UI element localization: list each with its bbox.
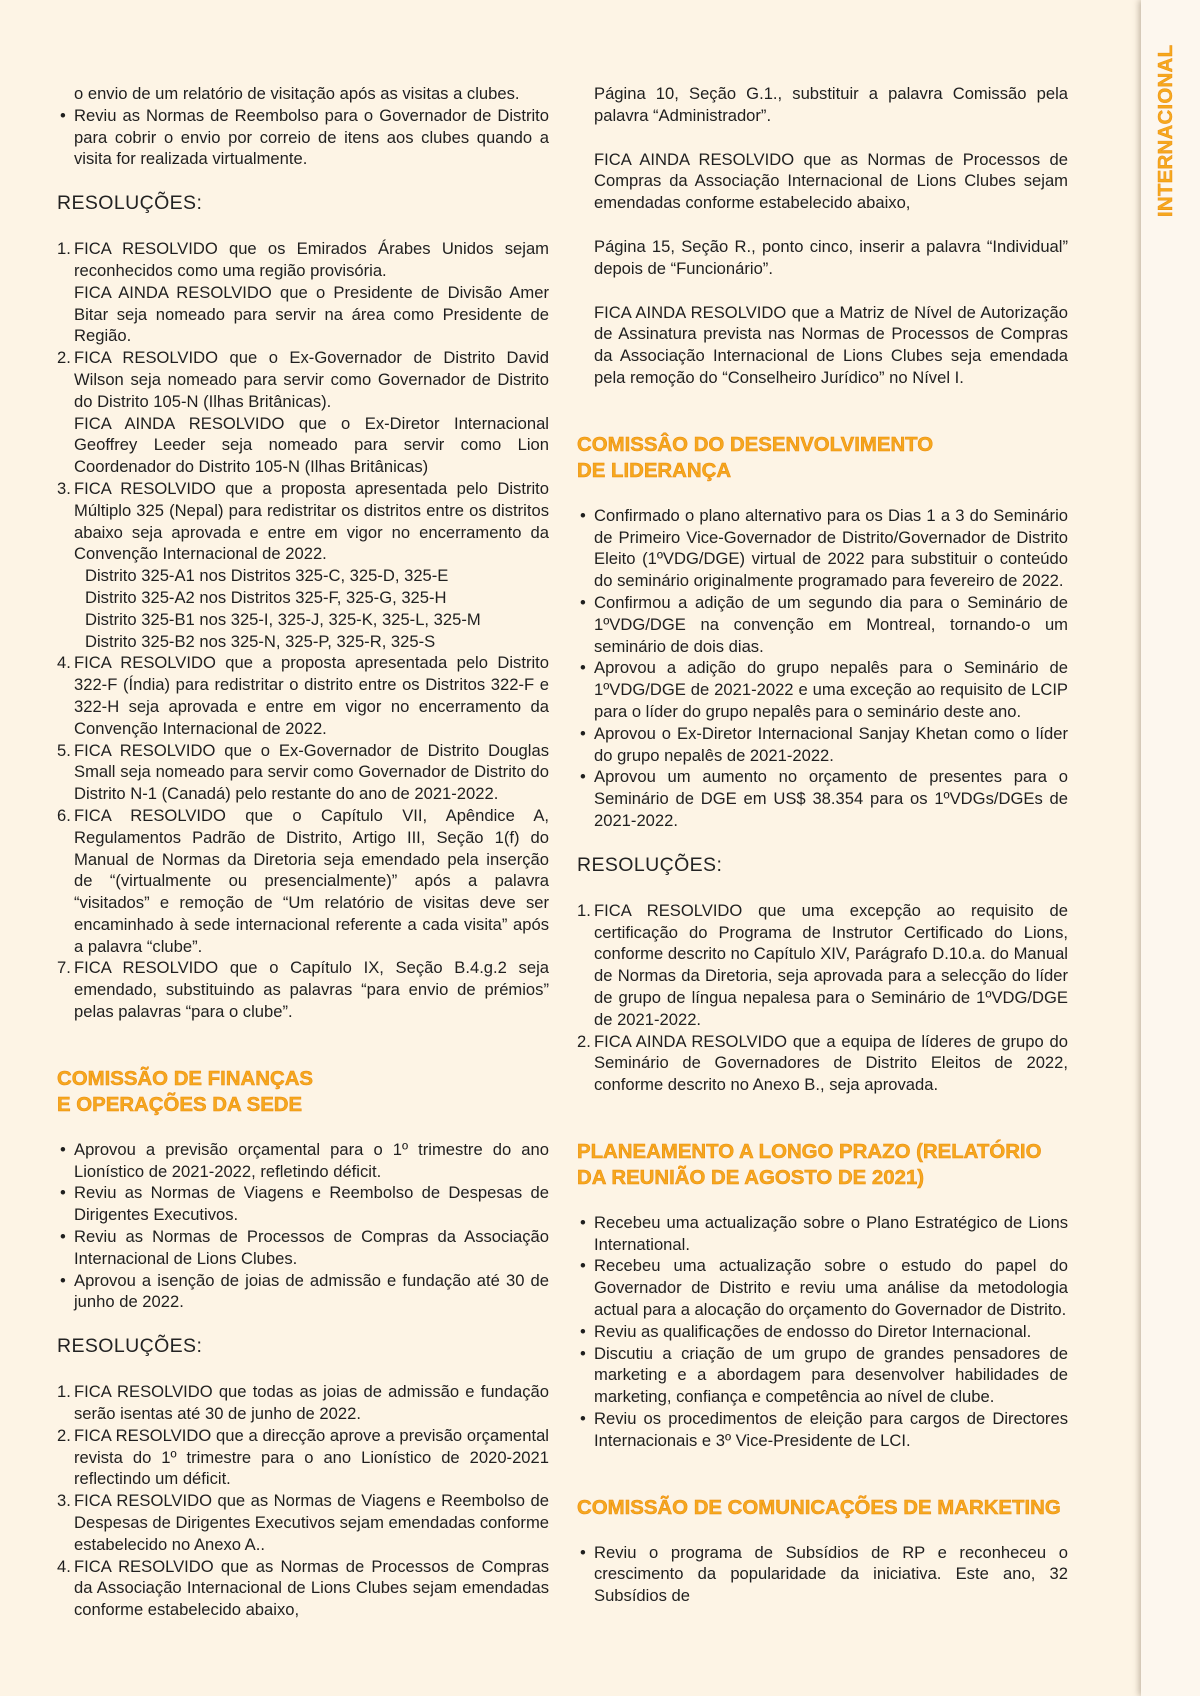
resolution-text: FICA RESOLVIDO que a proposta apresentada pelo Distrito 322-F (Índia) para redistritar o distrito entre os Distritos 322-F e 322-H seja aprovada e entre em vigor no encerramento da Convenção Internacional de 2022.	[74, 653, 549, 738]
item-number: 6.	[57, 805, 71, 825]
bullet-list	[577, 1212, 1068, 1452]
resolution-extra-text: FICA AINDA RESOLVIDO que o Ex-Diretor Internacional Geoffrey Leeder seja nomeado para servir como Lion Coordenador do Distrito 105-N (Ilhas Britânicas)	[74, 413, 549, 477]
section-heading-long-range-planning	[577, 1139, 1068, 1191]
item-number: 1.	[57, 239, 71, 259]
resolution-text: FICA RESOLVIDO que o Capítulo VII, Apêndice A, Regulamentos Padrão de Distrito, Artigo III, Seção 1(f) do Manual de Normas da Diretoria seja emendado pela inserção de “(virtualmente ou presencialmente)” após a palavra “visitados” e remoção de “Um relatório de visitas deve ser encaminhado à sede internacional referente a cada visita” após a palavra “clube”.	[74, 805, 549, 956]
resolution-item	[57, 1381, 549, 1425]
item-number: 1.	[57, 1382, 71, 1402]
item-number: 2.	[57, 348, 71, 368]
bullet-item: • Reviu as Normas de Processos de Compras da Associação Internacional de Lions Clubes.	[57, 1226, 549, 1270]
bullet-item: • Aprovou a previsão orçamental para o 1º trimestre do ano Lionístico de 2021-2022, refletindo déficit.	[57, 1139, 549, 1183]
bullet-list	[57, 105, 549, 170]
resolutions-list	[577, 900, 1068, 1096]
resolution-item	[57, 238, 549, 347]
resolution-item	[577, 1031, 1068, 1096]
resolution-item	[57, 347, 549, 478]
resolution-text: FICA RESOLVIDO que o Ex-Governador de Distrito Douglas Small seja nomeado para servir como Governador de Distrito do Distrito N-1 (Canadá) pelo restante do ano de 2021-2022.	[74, 740, 549, 804]
resolution-text: FICA RESOLVIDO que o Capítulo IX, Seção B.4.g.2 seja emendado, substituindo as palavras “para envio de prémios” pelas palavras “para o clube”.	[74, 958, 549, 1022]
item-number: 2.	[57, 1425, 71, 1445]
resolution-item	[57, 1490, 549, 1555]
continuation-paragraph: FICA AINDA RESOLVIDO que a Matriz de Nível de Autorização de Assinatura prevista nas Normas de Processos de Compras da Associação Internacional de Lions Clubes seja emendada pela remoção do “Conselheiro Jurídico” no Nível I.	[594, 302, 1068, 387]
resolution-item	[577, 900, 1068, 1031]
bullet-item: • Discutiu a criação de um grupo de grandes pensadores de marketing e a abordagem para desenvolver habilidades de marketing, confiança e competência ao nível de clube.	[577, 1343, 1068, 1408]
bullet-item: • Aprovou um aumento no orçamento de presentes para o Seminário de DGE em US$ 38.354 para os 1ºVDGs/DGEs de 2021-2022.	[577, 766, 1068, 831]
section-heading-line: E OPERAÇÕES DA SEDE	[57, 1093, 303, 1116]
district-line: Distrito 325-B2 nos 325-N, 325-P, 325-R, 325-S	[85, 631, 436, 651]
section-heading-line: COMISSÂO DO DESENVOLVIMENTO	[577, 433, 934, 456]
item-number: 3.	[57, 1491, 71, 1511]
section-heading-line: DA REUNIÃO DE AGOSTO DE 2021)	[577, 1166, 925, 1189]
bullet-item: • Reviu as Normas de Reembolso para o Governador de Distrito para cobrir o envio por correio de itens aos clubes quando a visita for realizada virtualmente.	[57, 105, 549, 170]
district-line: Distrito 325-B1 nos 325-I, 325-J, 325-K, 325-L, 325-M	[85, 609, 481, 629]
bullet-item: • Aprovou a isenção de joias de admissão e fundação até 30 de junho de 2022.	[57, 1270, 549, 1314]
resolution-item	[57, 957, 549, 1022]
resolution-item	[57, 740, 549, 805]
continuation-text: o envio de um relatório de visitação após as visitas a clubes.	[74, 84, 520, 103]
resolution-text: FICA RESOLVIDO que as Normas de Processos de Compras da Associação Internacional de Lions Clubes sejam emendadas conforme estabelecido abaixo,	[74, 1556, 549, 1620]
section-heading-leadership	[577, 432, 1068, 484]
bullet-item: • Confirmou a adição de um segundo dia para o Seminário de 1ºVDG/DGE na convenção em Montreal, tornando-o um seminário de dois dias.	[577, 592, 1068, 657]
continuation-paragraph: Página 15, Seção R., ponto cinco, inserir a palavra “Individual” depois de “Funcionário”.	[594, 236, 1068, 278]
item-number: 2.	[577, 1031, 591, 1051]
item-number: 5.	[57, 740, 71, 760]
bullet-item: • Recebeu uma actualização sobre o Plano Estratégico de Lions International.	[577, 1212, 1068, 1256]
bullet-item: • Aprovou a adição do grupo nepalês para o Seminário de 1ºVDG/DGE de 2021-2022 e uma exceção ao requisito de LCIP para o líder do grupo nepalês para o seminário deste ano.	[577, 657, 1068, 722]
bullet-item: • Reviu as Normas de Viagens e Reembolso de Despesas de Dirigentes Executivos.	[57, 1182, 549, 1226]
bullet-list	[57, 1139, 549, 1313]
right-column	[577, 83, 1068, 1607]
left-column	[57, 83, 549, 1621]
resolution-extra-text: FICA AINDA RESOLVIDO que o Presidente de Divisão Amer Bitar seja nomeado para servir na área como Presidente de Região.	[74, 282, 549, 346]
resolution-text: FICA RESOLVIDO que o Ex-Governador de Distrito David Wilson seja nomeado para servir como Governador de Distrito do Distrito 105-N (Ilhas Britânicas).	[74, 348, 549, 411]
section-heading-finance	[57, 1066, 549, 1118]
bullet-item: • Confirmado o plano alternativo para os Dias 1 a 3 do Seminário de Primeiro Vice-Governador de Distrito/Governador de Distrito Eleito (1ºVDG/DGE) virtual de 2022 para substituir o conteúdo do seminário originalmente programado para fevereiro de 2022.	[577, 505, 1068, 592]
page-edge-strip	[1141, 0, 1200, 1696]
item-number: 7.	[57, 958, 71, 978]
resolution-text: FICA RESOLVIDO que todas as joias de admissão e fundação serão isentas até 30 de junho de 2022.	[74, 1382, 549, 1424]
resolution-item	[57, 478, 549, 652]
section-heading-line: DE LIDERANÇA	[577, 459, 732, 482]
section-heading-line: COMISSÃO DE FINANÇAS	[57, 1067, 314, 1090]
section-heading-line: COMISSÃO DE COMUNICAÇÕES DE MARKETING	[577, 1496, 1061, 1519]
resolution-item	[57, 1556, 549, 1621]
resolution-text: FICA RESOLVIDO que as Normas de Viagens e Reembolso de Despesas de Dirigentes Executivos sejam emendadas conforme estabelecido no Anexo A..	[74, 1491, 550, 1554]
district-line: Distrito 325-A1 nos Distritos 325-C, 325-D, 325-E	[85, 566, 449, 586]
resolution-item	[57, 805, 549, 958]
resolution-text: FICA RESOLVIDO que os Emirados Árabes Unidos sejam reconhecidos como uma região provisória.	[74, 239, 549, 280]
resolution-text: FICA AINDA RESOLVIDO que a equipa de líderes de grupo do Seminário de Governadores de Distrito Eleitos de 2022, conforme descrito no Anexo B., seja aprovada.	[594, 1031, 1068, 1095]
resolution-text: FICA RESOLVIDO que a direcção aprove a previsão orçamental revista do 1º trimestre para o ano Lionístico de 2020-2021 reflectindo um déficit.	[74, 1425, 549, 1489]
resolutions-heading: RESOLUÇÕES:	[577, 853, 723, 876]
bullet-list	[577, 1542, 1068, 1607]
resolutions-heading: RESOLUÇÕES:	[57, 192, 203, 215]
bullet-item: • Recebeu uma actualização sobre o estudo do papel do Governador de Distrito e reviu uma análise da metodologia actual para a alocação do orçamento do Governador de Distrito.	[577, 1255, 1068, 1320]
resolutions-list	[57, 1381, 549, 1621]
resolution-item	[57, 1425, 549, 1490]
bullet-item: • Reviu o programa de Subsídios de RP e reconheceu o crescimento da popularidade da iniciativa. Este ano, 32 Subsídios de	[577, 1542, 1068, 1607]
item-number: 4.	[57, 653, 71, 673]
bullet-item: • Reviu os procedimentos de eleição para cargos de Directores Internacionais e 3º Vice-Presidente de LCI.	[577, 1408, 1068, 1452]
section-heading-line: PLANEAMENTO A LONGO PRAZO (RELATÓRIO	[577, 1140, 1042, 1163]
district-line: Distrito 325-A2 nos Distritos 325-F, 325-G, 325-H	[85, 587, 447, 607]
continuation-paragraph: FICA AINDA RESOLVIDO que as Normas de Processos de Compras da Associação Internacional de Lions Clubes sejam emendadas conforme estabelecido abaixo,	[594, 149, 1068, 213]
resolution-text: FICA RESOLVIDO que a proposta apresentada pelo Distrito Múltiplo 325 (Nepal) para redistritar os distritos entre os distritos abaixo seja aprovada e entre em vigor no encerramento da Convenção Internacional de 2022.	[74, 478, 549, 564]
section-heading-marketing	[577, 1495, 1068, 1521]
item-number: 1.	[577, 900, 591, 920]
resolutions-heading: RESOLUÇÕES:	[57, 1335, 203, 1358]
continuation-paragraph: Página 10, Seção G.1., substituir a palavra Comissão pela palavra “Administrador”.	[594, 84, 1068, 125]
item-number: 3.	[57, 478, 71, 498]
bullet-list	[577, 505, 1068, 832]
resolution-text: FICA RESOLVIDO que uma excepção ao requisito de certificação do Programa de Instrutor Certificado do Lions, conforme descrito no Capítulo XIV, Parágrafo D.10.a. do Manual de Normas da Diretoria, seja aprovada para a selecção do líder de grupo de língua nepalesa para o Seminário de 1ºVDG/DGE de 2021-2022.	[594, 900, 1068, 1029]
bullet-item: • Aprovou o Ex-Diretor Internacional Sanjay Khetan como o líder do grupo nepalês de 2021-2022.	[577, 723, 1068, 767]
section-side-label: INTERNACIONAL	[1154, 44, 1177, 217]
resolution-item	[57, 652, 549, 739]
item-number: 4.	[57, 1556, 71, 1576]
bullet-item: • Reviu as qualificações de endosso do Diretor Internacional.	[577, 1321, 1068, 1343]
resolutions-list	[57, 238, 549, 1023]
